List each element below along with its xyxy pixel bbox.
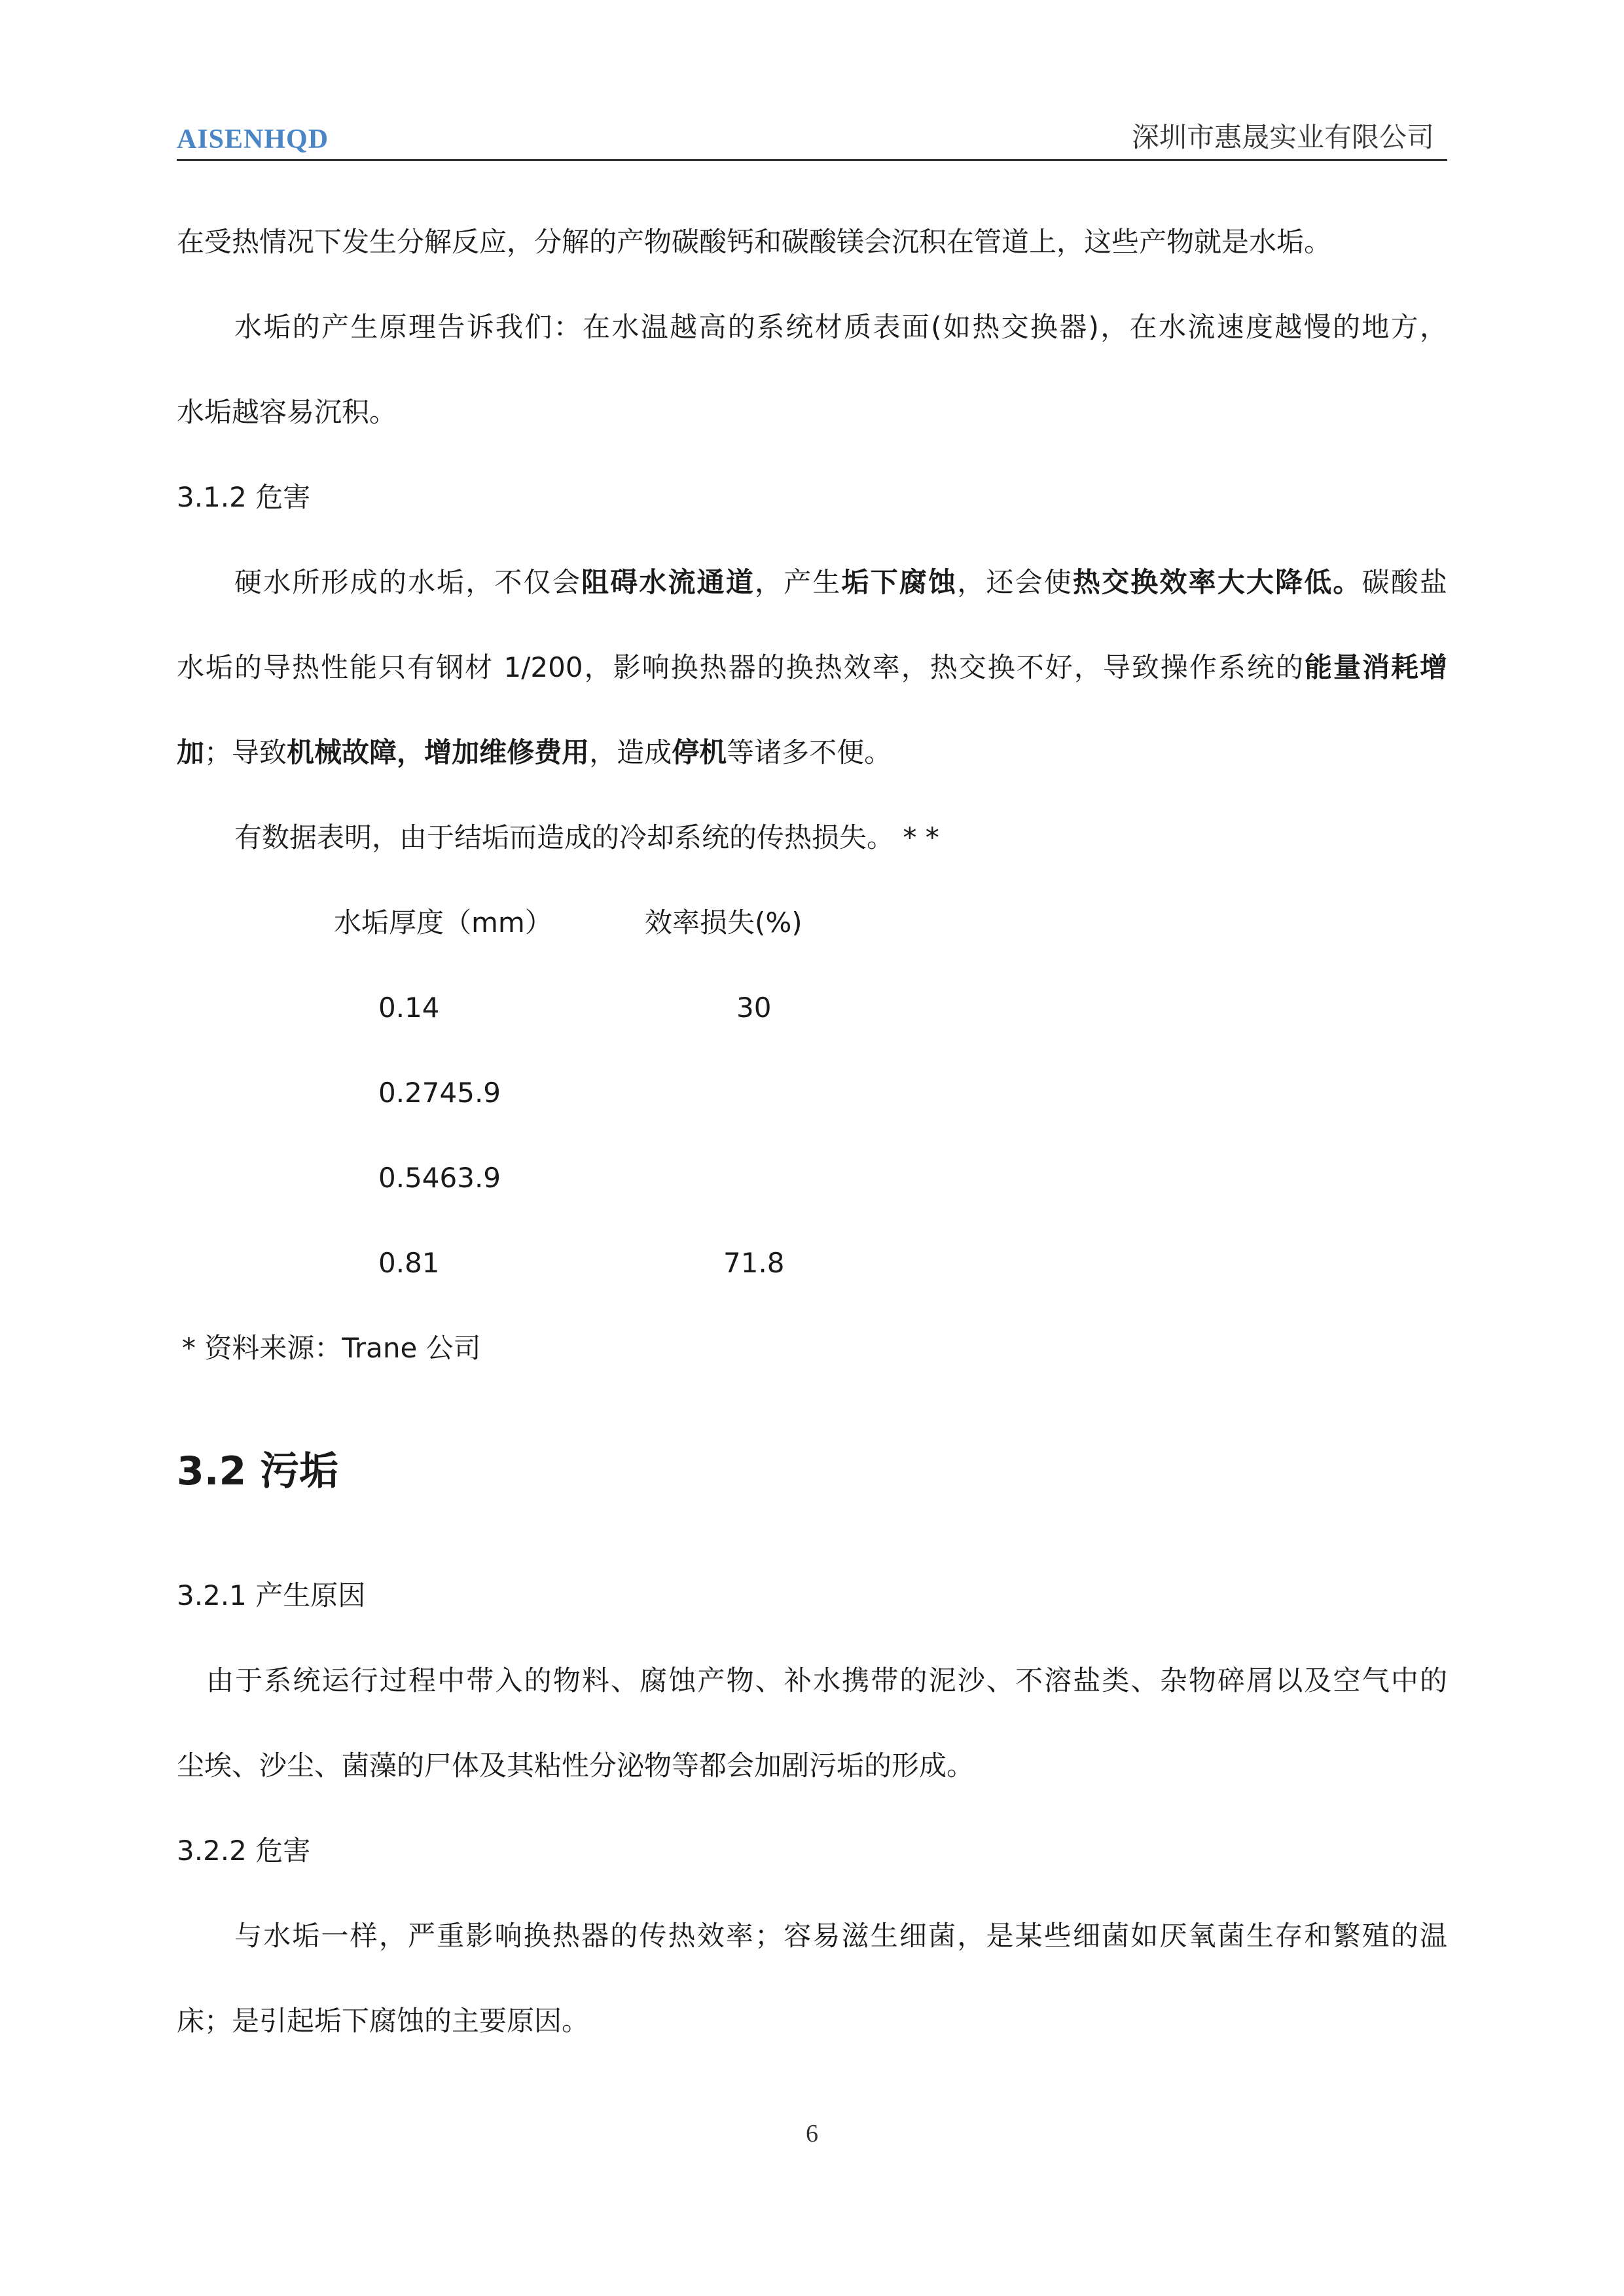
table-header-loss: 效率损失(%) (645, 906, 803, 939)
source-note: * 资料来源：Trane 公司 (182, 1332, 481, 1364)
table-cell-thickness: 0.81 (378, 1247, 440, 1279)
paragraph-line: 有数据表明，由于结垢而造成的冷却系统的传热损失。 * * (234, 821, 939, 853)
table-cell-thickness: 0.14 (378, 992, 440, 1024)
section-heading-3-2: 3.2 污垢 (177, 1448, 339, 1494)
table-cell-thickness: 0.2745.9 (378, 1077, 501, 1109)
table-cell-loss: 30 (736, 992, 772, 1024)
subsection-heading-3-2-2: 3.2.2 危害 (177, 1835, 311, 1867)
paragraph-line: 床；是引起垢下腐蚀的主要原因。 (177, 2005, 590, 2037)
subsection-heading-3-2-1: 3.2.1 产生原因 (177, 1579, 366, 1611)
paragraph-line: 与水垢一样，严重影响换热器的传热效率；容易滋生细菌，是某些细菌如厌氧菌生存和繁殖的温 (234, 1920, 1447, 1952)
subsection-heading-3-1-2: 3.1.2 危害 (177, 481, 311, 513)
page-header (177, 115, 1447, 161)
table-cell-loss: 71.8 (723, 1247, 785, 1279)
header-brand: AISENHQD (177, 124, 329, 154)
paragraph-line: 尘埃、沙尘、菌藻的尸体及其粘性分泌物等都会加剧污垢的形成。 (177, 1749, 975, 1782)
paragraph-line: 水垢越容易沉积。 (177, 396, 397, 428)
paragraph-line: 硬水所形成的水垢，不仅会阻碍水流通道，产生垢下腐蚀，还会使热交换效率大大降低。碳酸盐 (234, 566, 1447, 598)
table-header-thickness: 水垢厚度（mm） (334, 906, 552, 939)
header-company: 深圳市惠晟实业有限公司 (1131, 121, 1434, 153)
paragraph-line: 水垢的产生原理告诉我们：在水温越高的系统材质表面(如热交换器)，在水流速度越慢的地方， (234, 311, 1447, 343)
page-number: 6 (806, 2120, 818, 2147)
paragraph-line: 水垢的导热性能只有钢材 1/200，影响换热器的换热效率，热交换不好，导致操作系统的能量消耗增 (177, 651, 1447, 683)
paragraph-line: 加；导致机械故障，增加维修费用，造成停机等诸多不便。 (177, 736, 892, 768)
table-cell-thickness: 0.5463.9 (378, 1162, 501, 1194)
paragraph-line: 在受热情况下发生分解反应，分解的产物碳酸钙和碳酸镁会沉积在管道上，这些产物就是水垢。 (177, 226, 1332, 258)
paragraph-line: 由于系统运行过程中带入的物料、腐蚀产物、补水携带的泥沙、不溶盐类、杂物碎屑以及空气中的 (206, 1664, 1447, 1696)
